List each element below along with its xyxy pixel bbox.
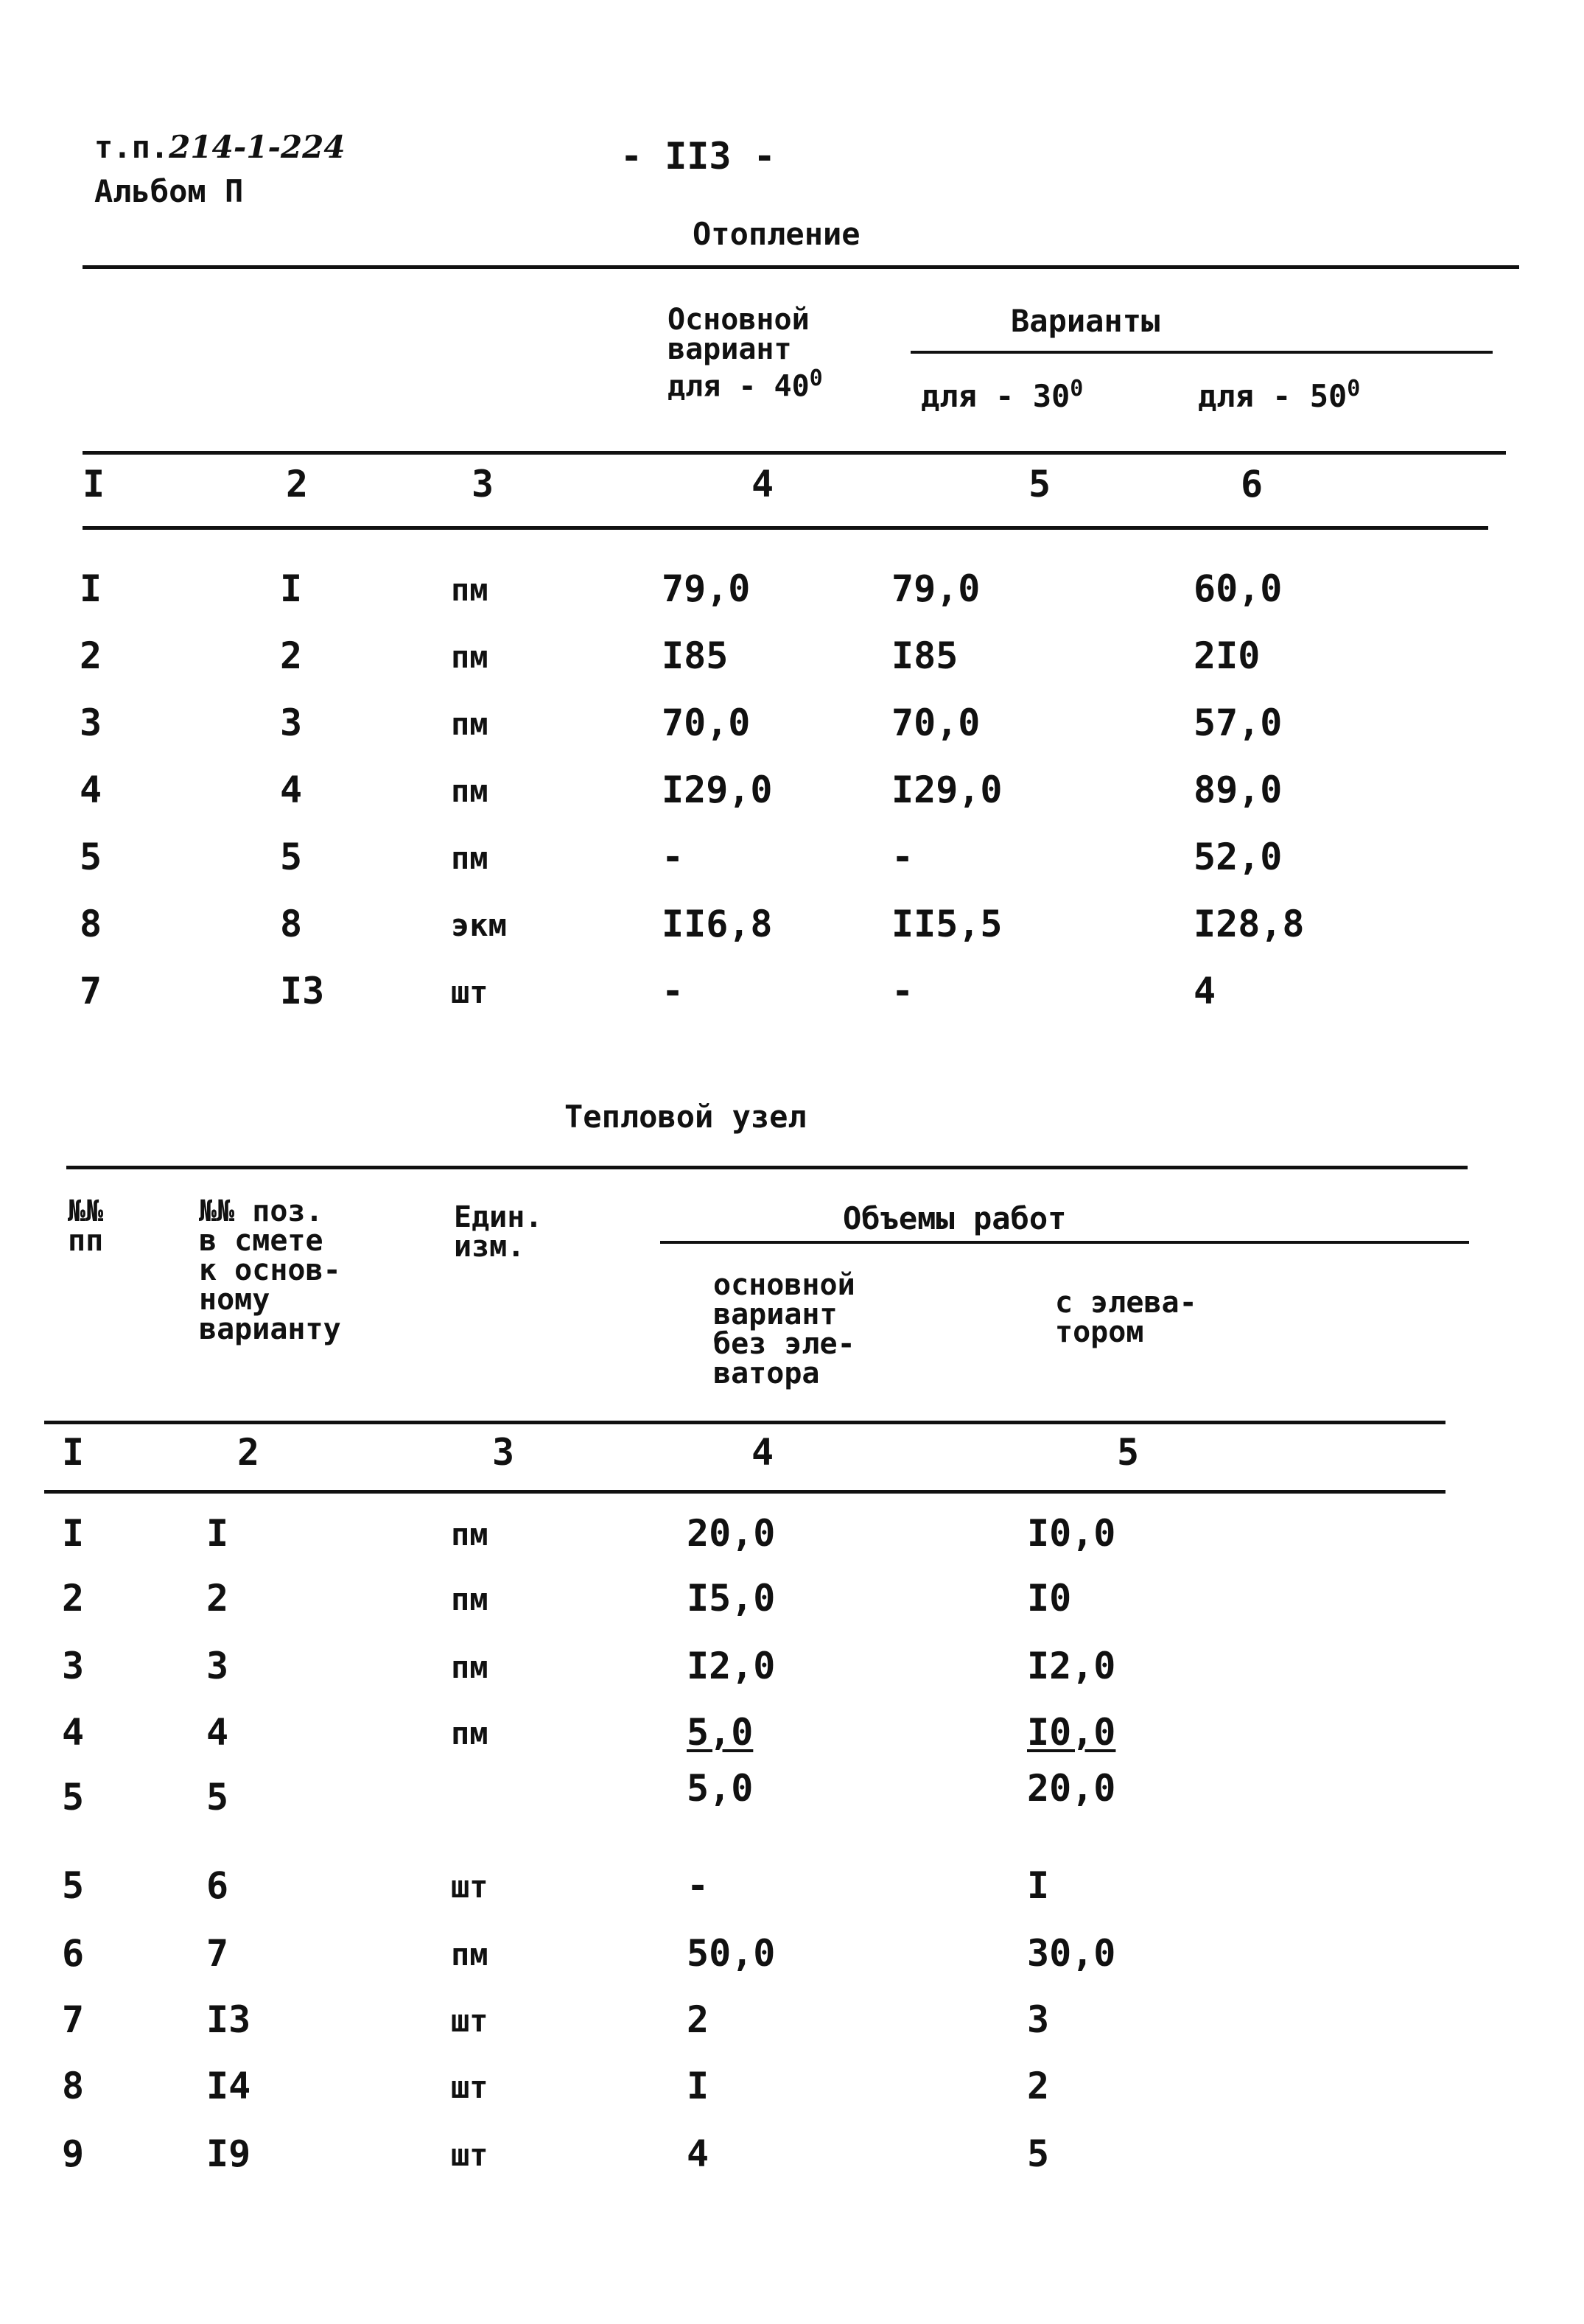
heat-unit-col2-line3: к основ- — [199, 1253, 341, 1287]
heat-unit-cell: 6 — [62, 1932, 85, 1975]
heat-unit-cell: I0,0 — [1027, 1512, 1116, 1555]
heat-unit-col5-line2: тором — [1055, 1315, 1144, 1349]
heating-cell: - — [891, 970, 914, 1012]
heat-unit-column-number: 4 — [751, 1431, 774, 1474]
heat-unit-cell: пм — [451, 1649, 488, 1685]
heat-unit-colnum-rule — [44, 1490, 1445, 1494]
heat-unit-col4-line2: вариант — [713, 1298, 838, 1331]
document-code — [94, 131, 346, 164]
heat-unit-cell: I4 — [206, 2065, 251, 2107]
heating-cell: 89,0 — [1194, 769, 1283, 811]
heating-col-main-header — [667, 303, 823, 404]
heat-unit-cell: 5,0 — [687, 1767, 754, 1810]
heat-unit-cell: 7 — [206, 1932, 229, 1975]
heat-unit-col4-header — [713, 1270, 855, 1388]
heat-unit-col2-line1: №№ поз. — [199, 1194, 323, 1228]
heating-cell: 70,0 — [891, 701, 981, 744]
heating-cell: 3 — [80, 701, 102, 744]
heating-variants-rule — [911, 351, 1493, 354]
heating-header-rule — [83, 451, 1506, 455]
heat-unit-col5-header — [1055, 1288, 1197, 1347]
heat-unit-col4-line4: ватора — [713, 1357, 820, 1390]
heating-cell: I29,0 — [662, 769, 773, 811]
heat-unit-cell: пм — [451, 1581, 488, 1617]
heat-unit-cell: I0,0 — [1027, 1711, 1116, 1754]
heating-cell: 5 — [80, 836, 102, 878]
heat-unit-cell: - — [687, 1864, 709, 1907]
heat-unit-col2-line4: ному — [199, 1283, 270, 1317]
heating-cell: 8 — [280, 903, 303, 945]
heat-unit-cell: 2 — [687, 1998, 709, 2041]
heating-section-title: Отопление — [693, 216, 861, 252]
heating-colnum-rule — [83, 526, 1488, 530]
heating-col-main-line3-text: для - 40 — [667, 369, 810, 404]
heating-cell: 79,0 — [662, 567, 751, 610]
heat-unit-cell: шт — [451, 2069, 488, 2105]
heat-unit-col3-line1: Един. — [454, 1200, 543, 1234]
heat-unit-cell: I — [687, 2065, 709, 2107]
heating-variants-header: Варианты — [1011, 303, 1160, 339]
heating-column-number: 3 — [472, 463, 494, 505]
heat-unit-cell: 2 — [206, 1577, 229, 1620]
heating-variant-a-header — [921, 373, 1083, 413]
heat-unit-cell: I9 — [206, 2132, 251, 2175]
heating-variant-b-text: для - 50 — [1198, 378, 1348, 414]
heating-cell: пм — [451, 773, 488, 809]
heat-unit-cell: I — [206, 1512, 229, 1555]
heat-unit-cell: I — [62, 1512, 85, 1555]
heating-cell: 2I0 — [1194, 634, 1261, 677]
heat-unit-cell: шт — [451, 1869, 488, 1905]
heat-unit-col1-line2: пп — [68, 1224, 104, 1258]
heating-cell: 79,0 — [891, 567, 981, 610]
heating-col-main-degree: 0 — [809, 365, 823, 391]
heating-cell: 5 — [280, 836, 303, 878]
heating-cell: 8 — [80, 903, 102, 945]
heat-unit-cell: 4 — [206, 1711, 229, 1754]
heating-column-number: 5 — [1028, 463, 1051, 505]
heating-cell: экм — [451, 907, 507, 943]
heating-cell: I85 — [662, 634, 729, 677]
heating-cell: I3 — [280, 970, 325, 1012]
heating-cell: 7 — [80, 970, 102, 1012]
heat-unit-cell: 4 — [687, 2132, 709, 2175]
album-label: Альбом П — [94, 173, 244, 209]
heating-cell: I29,0 — [891, 769, 1003, 811]
heat-unit-cell: 9 — [62, 2132, 85, 2175]
heating-cell: - — [891, 836, 914, 878]
heat-unit-cell: I5,0 — [687, 1577, 776, 1620]
heating-variant-a-text: для - 30 — [921, 378, 1070, 414]
heat-unit-cell: 2 — [62, 1577, 85, 1620]
heating-col-main-line3 — [667, 364, 823, 404]
heating-cell: пм — [451, 572, 488, 608]
heat-unit-col3-header — [454, 1200, 543, 1264]
heat-unit-cell: 5 — [206, 1776, 229, 1819]
heating-variant-b-header — [1198, 373, 1360, 413]
heating-cell: I — [280, 567, 303, 610]
heating-top-rule — [83, 265, 1519, 269]
heat-unit-cell: 5 — [62, 1776, 85, 1819]
heat-unit-header-rule — [44, 1421, 1445, 1424]
heating-column-number: 4 — [751, 463, 774, 505]
heat-unit-col1-line1: №№ — [68, 1194, 104, 1228]
heating-column-number: 6 — [1241, 463, 1264, 505]
heating-cell: I — [80, 567, 102, 610]
page-number: - II3 - — [620, 135, 776, 178]
heating-column-number: I — [83, 463, 105, 505]
heat-unit-cell: I2,0 — [687, 1645, 776, 1687]
heating-cell: II5,5 — [891, 903, 1003, 945]
heat-unit-cell: I0 — [1027, 1577, 1072, 1620]
heat-unit-cell: 20,0 — [687, 1512, 776, 1555]
heating-cell: 2 — [80, 634, 102, 677]
heat-unit-volumes-header: Объемы работ — [843, 1200, 1067, 1236]
heat-unit-cell: 4 — [62, 1711, 85, 1754]
heating-cell: 57,0 — [1194, 701, 1283, 744]
heat-unit-cell: 2 — [1027, 2065, 1050, 2107]
heat-unit-cell: 30,0 — [1027, 1932, 1116, 1975]
heat-unit-cell: 3 — [206, 1645, 229, 1687]
heating-cell: пм — [451, 706, 488, 742]
heating-cell: 70,0 — [662, 701, 751, 744]
heating-col-main-line2: вариант — [667, 332, 792, 366]
heat-unit-col4-line1: основной — [713, 1268, 855, 1302]
heating-cell: - — [662, 970, 684, 1012]
document-code-prefix: т.п. — [94, 129, 169, 165]
heating-cell: I85 — [891, 634, 959, 677]
heat-unit-col1-header — [68, 1194, 104, 1258]
heat-unit-cell: пм — [451, 1715, 488, 1751]
heat-unit-column-number: I — [62, 1431, 85, 1474]
heating-cell: пм — [451, 639, 488, 675]
heat-unit-cell: 7 — [62, 1998, 85, 2041]
heating-cell: пм — [451, 840, 488, 876]
heat-unit-cell: I — [1027, 1864, 1050, 1907]
heat-unit-volumes-rule — [660, 1241, 1469, 1244]
heat-unit-cell: 6 — [206, 1864, 229, 1907]
heat-unit-cell: 3 — [1027, 1998, 1050, 2041]
heating-cell: 4 — [1194, 970, 1216, 1012]
heat-unit-cell: I2,0 — [1027, 1645, 1116, 1687]
heat-unit-top-rule — [66, 1166, 1468, 1169]
heating-cell: 3 — [280, 701, 303, 744]
heating-column-number: 2 — [286, 463, 309, 505]
heat-unit-cell: 5,0 — [687, 1711, 754, 1754]
heat-unit-col4-line3: без эле- — [713, 1327, 855, 1361]
heating-cell: 4 — [80, 769, 102, 811]
heat-unit-col2-line5: варианту — [199, 1312, 341, 1346]
heat-unit-cell: 50,0 — [687, 1932, 776, 1975]
heating-col-main-line1: Основной — [667, 303, 810, 337]
heat-unit-cell: шт — [451, 2003, 488, 2039]
heat-unit-col5-line1: с элева- — [1055, 1286, 1197, 1320]
heat-unit-column-number: 5 — [1117, 1431, 1140, 1474]
heat-unit-cell: пм — [451, 1936, 488, 1973]
heat-unit-cell: пм — [451, 1516, 488, 1553]
heat-unit-column-number: 3 — [492, 1431, 515, 1474]
heat-unit-cell: 5 — [1027, 2132, 1050, 2175]
heat-unit-cell: 8 — [62, 2065, 85, 2107]
heat-unit-col2-line2: в смете — [199, 1224, 323, 1258]
heat-unit-cell: 5 — [62, 1864, 85, 1907]
heating-cell: 60,0 — [1194, 567, 1283, 610]
heating-cell: шт — [451, 974, 488, 1010]
heat-unit-col2-header — [199, 1194, 341, 1346]
heating-variant-b-degree: 0 — [1347, 376, 1361, 402]
heat-unit-col3-line2: изм. — [454, 1230, 525, 1264]
heating-cell: 2 — [280, 634, 303, 677]
heat-unit-cell: шт — [451, 2137, 488, 2173]
heat-unit-cell: 3 — [62, 1645, 85, 1687]
heating-cell: I28,8 — [1194, 903, 1305, 945]
heat-unit-cell: I3 — [206, 1998, 251, 2041]
document-code-number: 214-1-224 — [169, 129, 346, 165]
heat-unit-section-title: Тепловой узел — [564, 1099, 807, 1135]
heating-cell: 4 — [280, 769, 303, 811]
heating-cell: II6,8 — [662, 903, 773, 945]
heating-cell: - — [662, 836, 684, 878]
heat-unit-cell: 20,0 — [1027, 1767, 1116, 1810]
heating-variant-a-degree: 0 — [1070, 376, 1084, 402]
heating-cell: 52,0 — [1194, 836, 1283, 878]
heat-unit-column-number: 2 — [237, 1431, 260, 1474]
